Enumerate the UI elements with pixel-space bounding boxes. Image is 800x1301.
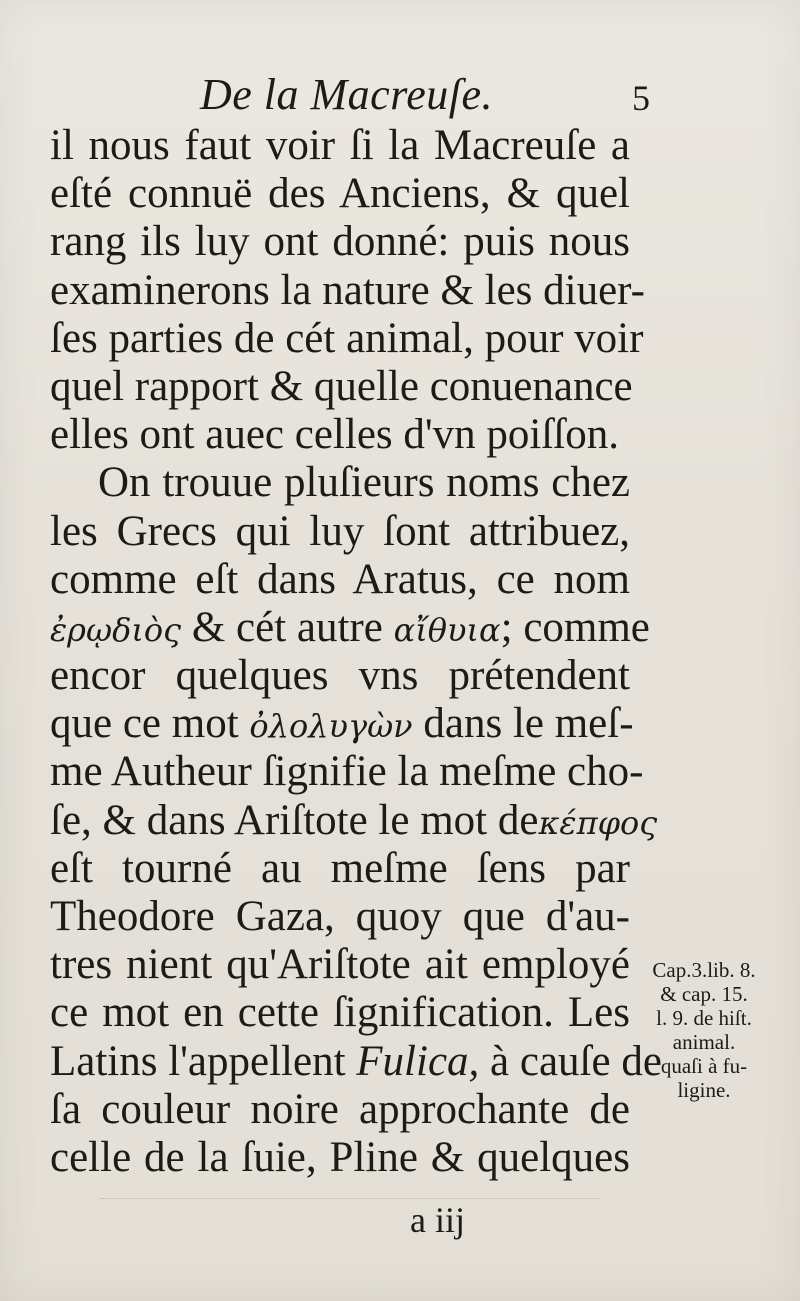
text-line: rang ils luy ont donné: puis nous xyxy=(50,218,630,266)
page-divider xyxy=(100,1198,600,1200)
margin-note-line: Cap.3.lib. 8. xyxy=(652,958,756,982)
text-line-with-greek xyxy=(50,700,634,748)
text-line-with-greek xyxy=(50,603,650,652)
page-number: 5 xyxy=(632,78,650,118)
text-line-with-italic xyxy=(50,1037,662,1086)
text-line: me Autheur ſignifie la meſme cho- xyxy=(50,748,644,796)
text-line: quel rapport & quelle conuenance xyxy=(50,362,633,410)
margin-note-line: ligine. xyxy=(677,1078,731,1102)
text-line: encor quelques vns prétendent xyxy=(50,652,630,700)
text-line: elles ont auec celles d'vn poiſſon. xyxy=(50,411,619,459)
text-line: eſté connuë des Anciens, & quel xyxy=(50,170,630,218)
text-fragment: ſe, & dans Ariſtote le mot de xyxy=(50,796,539,844)
margin-note-line: l. 9. de hiſt. xyxy=(656,1006,752,1030)
text-line: les Grecs qui luy ſont attribuez, xyxy=(50,507,630,555)
greek-word: ἐρῳδιὸς xyxy=(50,610,182,649)
text-line: il nous faut voir ſi la Macreuſe a xyxy=(50,122,630,169)
text-line: ce mot en cette ſignification. Les xyxy=(50,989,630,1037)
text-line-with-greek xyxy=(50,796,658,845)
text-fragment: ; comme xyxy=(500,603,650,651)
text-fragment: & cét autre xyxy=(191,603,383,651)
body-text xyxy=(50,122,662,1182)
margin-note-line: & cap. 15. xyxy=(660,982,748,1006)
text-fragment: à cauſe de xyxy=(490,1037,662,1085)
margin-note-line: animal. xyxy=(672,1030,736,1054)
text-fragment: dans le meſ- xyxy=(423,700,634,748)
signature-mark: a iij xyxy=(410,1200,465,1240)
greek-word: κέπφος xyxy=(538,803,658,842)
text-line: Theodore Gaza, quoy que d'au- xyxy=(50,893,630,940)
page-header xyxy=(200,70,650,130)
text-fragment: que ce mot xyxy=(50,700,239,748)
greek-word: αἴθυια xyxy=(393,610,501,649)
text-line: celle de la ſuie, Pline & quelques xyxy=(50,1133,630,1181)
text-line: ſes parties de cét animal, pour voir xyxy=(50,314,644,362)
margin-note xyxy=(634,958,774,1102)
text-line: On trouue pluſieurs noms chez xyxy=(98,459,630,507)
running-head: De la Macreuſe. xyxy=(200,70,493,119)
latin-term: Fulica, xyxy=(356,1037,480,1085)
text-fragment: Latins l'appellent xyxy=(50,1037,346,1085)
text-line: examinerons la nature & les diuer- xyxy=(50,266,645,314)
text-line: comme eſt dans Aratus, ce nom xyxy=(50,555,630,603)
text-line: tres nient qu'Ariſtote ait employé xyxy=(50,941,630,989)
margin-note-line: quaſi à fu- xyxy=(660,1054,748,1078)
text-line: ſa couleur noire approchante de xyxy=(50,1085,630,1133)
greek-word: ὀλολυγὼν xyxy=(249,707,413,746)
text-line: eſt tourné au meſme ſens par xyxy=(50,844,630,892)
